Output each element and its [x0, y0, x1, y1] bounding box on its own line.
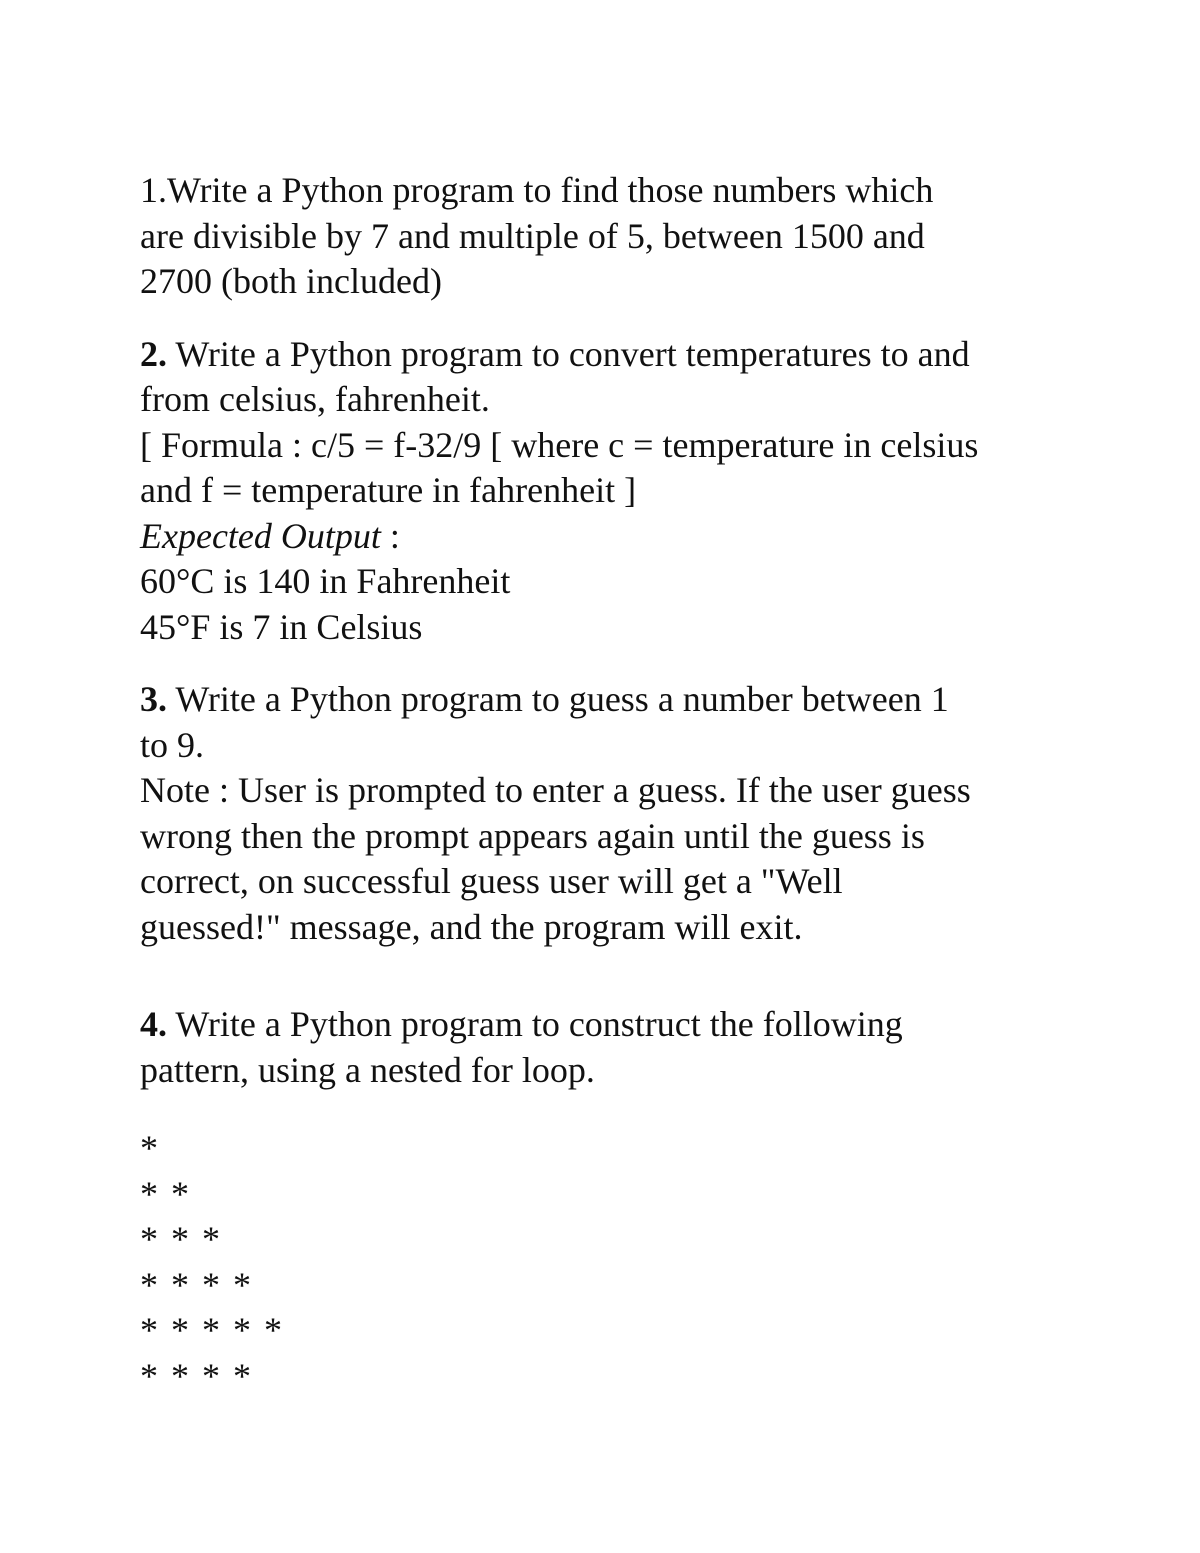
- question-2-line: from celsius, fahrenheit.: [140, 379, 490, 419]
- star-pattern-row: * * *: [140, 1219, 222, 1259]
- question-4-text: Write a Python program to construct the following: [167, 1004, 903, 1044]
- star-pattern-row: * * * *: [140, 1264, 253, 1305]
- question-1-line: 2700 (both included): [140, 261, 442, 301]
- question-2-text: Write a Python program to convert temperatures to and: [167, 333, 970, 374]
- question-3-heading: [140, 677, 1070, 723]
- note-line: wrong then the prompt appears again until the guess is: [140, 815, 925, 856]
- question-4: [140, 1002, 1070, 1093]
- question-4-heading: [140, 1002, 1070, 1048]
- question-3: [140, 677, 1070, 950]
- star-pattern: [140, 1126, 1070, 1399]
- question-2-number: 2.: [140, 333, 167, 374]
- question-3-line: to 9.: [140, 724, 205, 765]
- note-line: correct, on successful guess user will get a "Well: [140, 861, 843, 901]
- star-pattern-row: * * * *: [140, 1355, 253, 1396]
- question-2-heading: [140, 332, 1070, 378]
- star-pattern-row: *: [140, 1128, 160, 1168]
- note-line: Note : User is prompted to enter a guess. If the user guess: [140, 770, 971, 810]
- question-1: [140, 168, 1070, 305]
- star-pattern-row: * *: [140, 1173, 191, 1214]
- question-1-line: are divisible by 7 and multiple of 5, between 1500 and: [140, 215, 925, 256]
- formula-line: [ Formula : c/5 = f-32/9 [ where c = temperature in celsius: [140, 424, 979, 465]
- expected-output-colon: :: [380, 515, 400, 556]
- question-4-line: pattern, using a nested for loop.: [140, 1049, 595, 1090]
- question-1-line: 1.Write a Python program to find those numbers which: [140, 170, 934, 210]
- formula-line: and f = temperature in fahrenheit ]: [140, 470, 637, 510]
- expected-output-text: Expected Output: [140, 515, 381, 556]
- note-line: guessed!" message, and the program will exit.: [140, 906, 803, 947]
- question-4-number: 4.: [140, 1004, 167, 1044]
- question-3-number: 3.: [140, 679, 167, 719]
- expected-output-line: 45°F is 7 in Celsius: [140, 606, 423, 647]
- expected-output-label: [140, 514, 1070, 560]
- document-content: [140, 168, 1070, 1399]
- question-2: [140, 332, 1070, 651]
- question-3-text: Write a Python program to guess a number between 1: [167, 679, 949, 719]
- expected-output-line: 60°C is 140 in Fahrenheit: [140, 561, 511, 601]
- star-pattern-row: * * * * *: [140, 1310, 284, 1350]
